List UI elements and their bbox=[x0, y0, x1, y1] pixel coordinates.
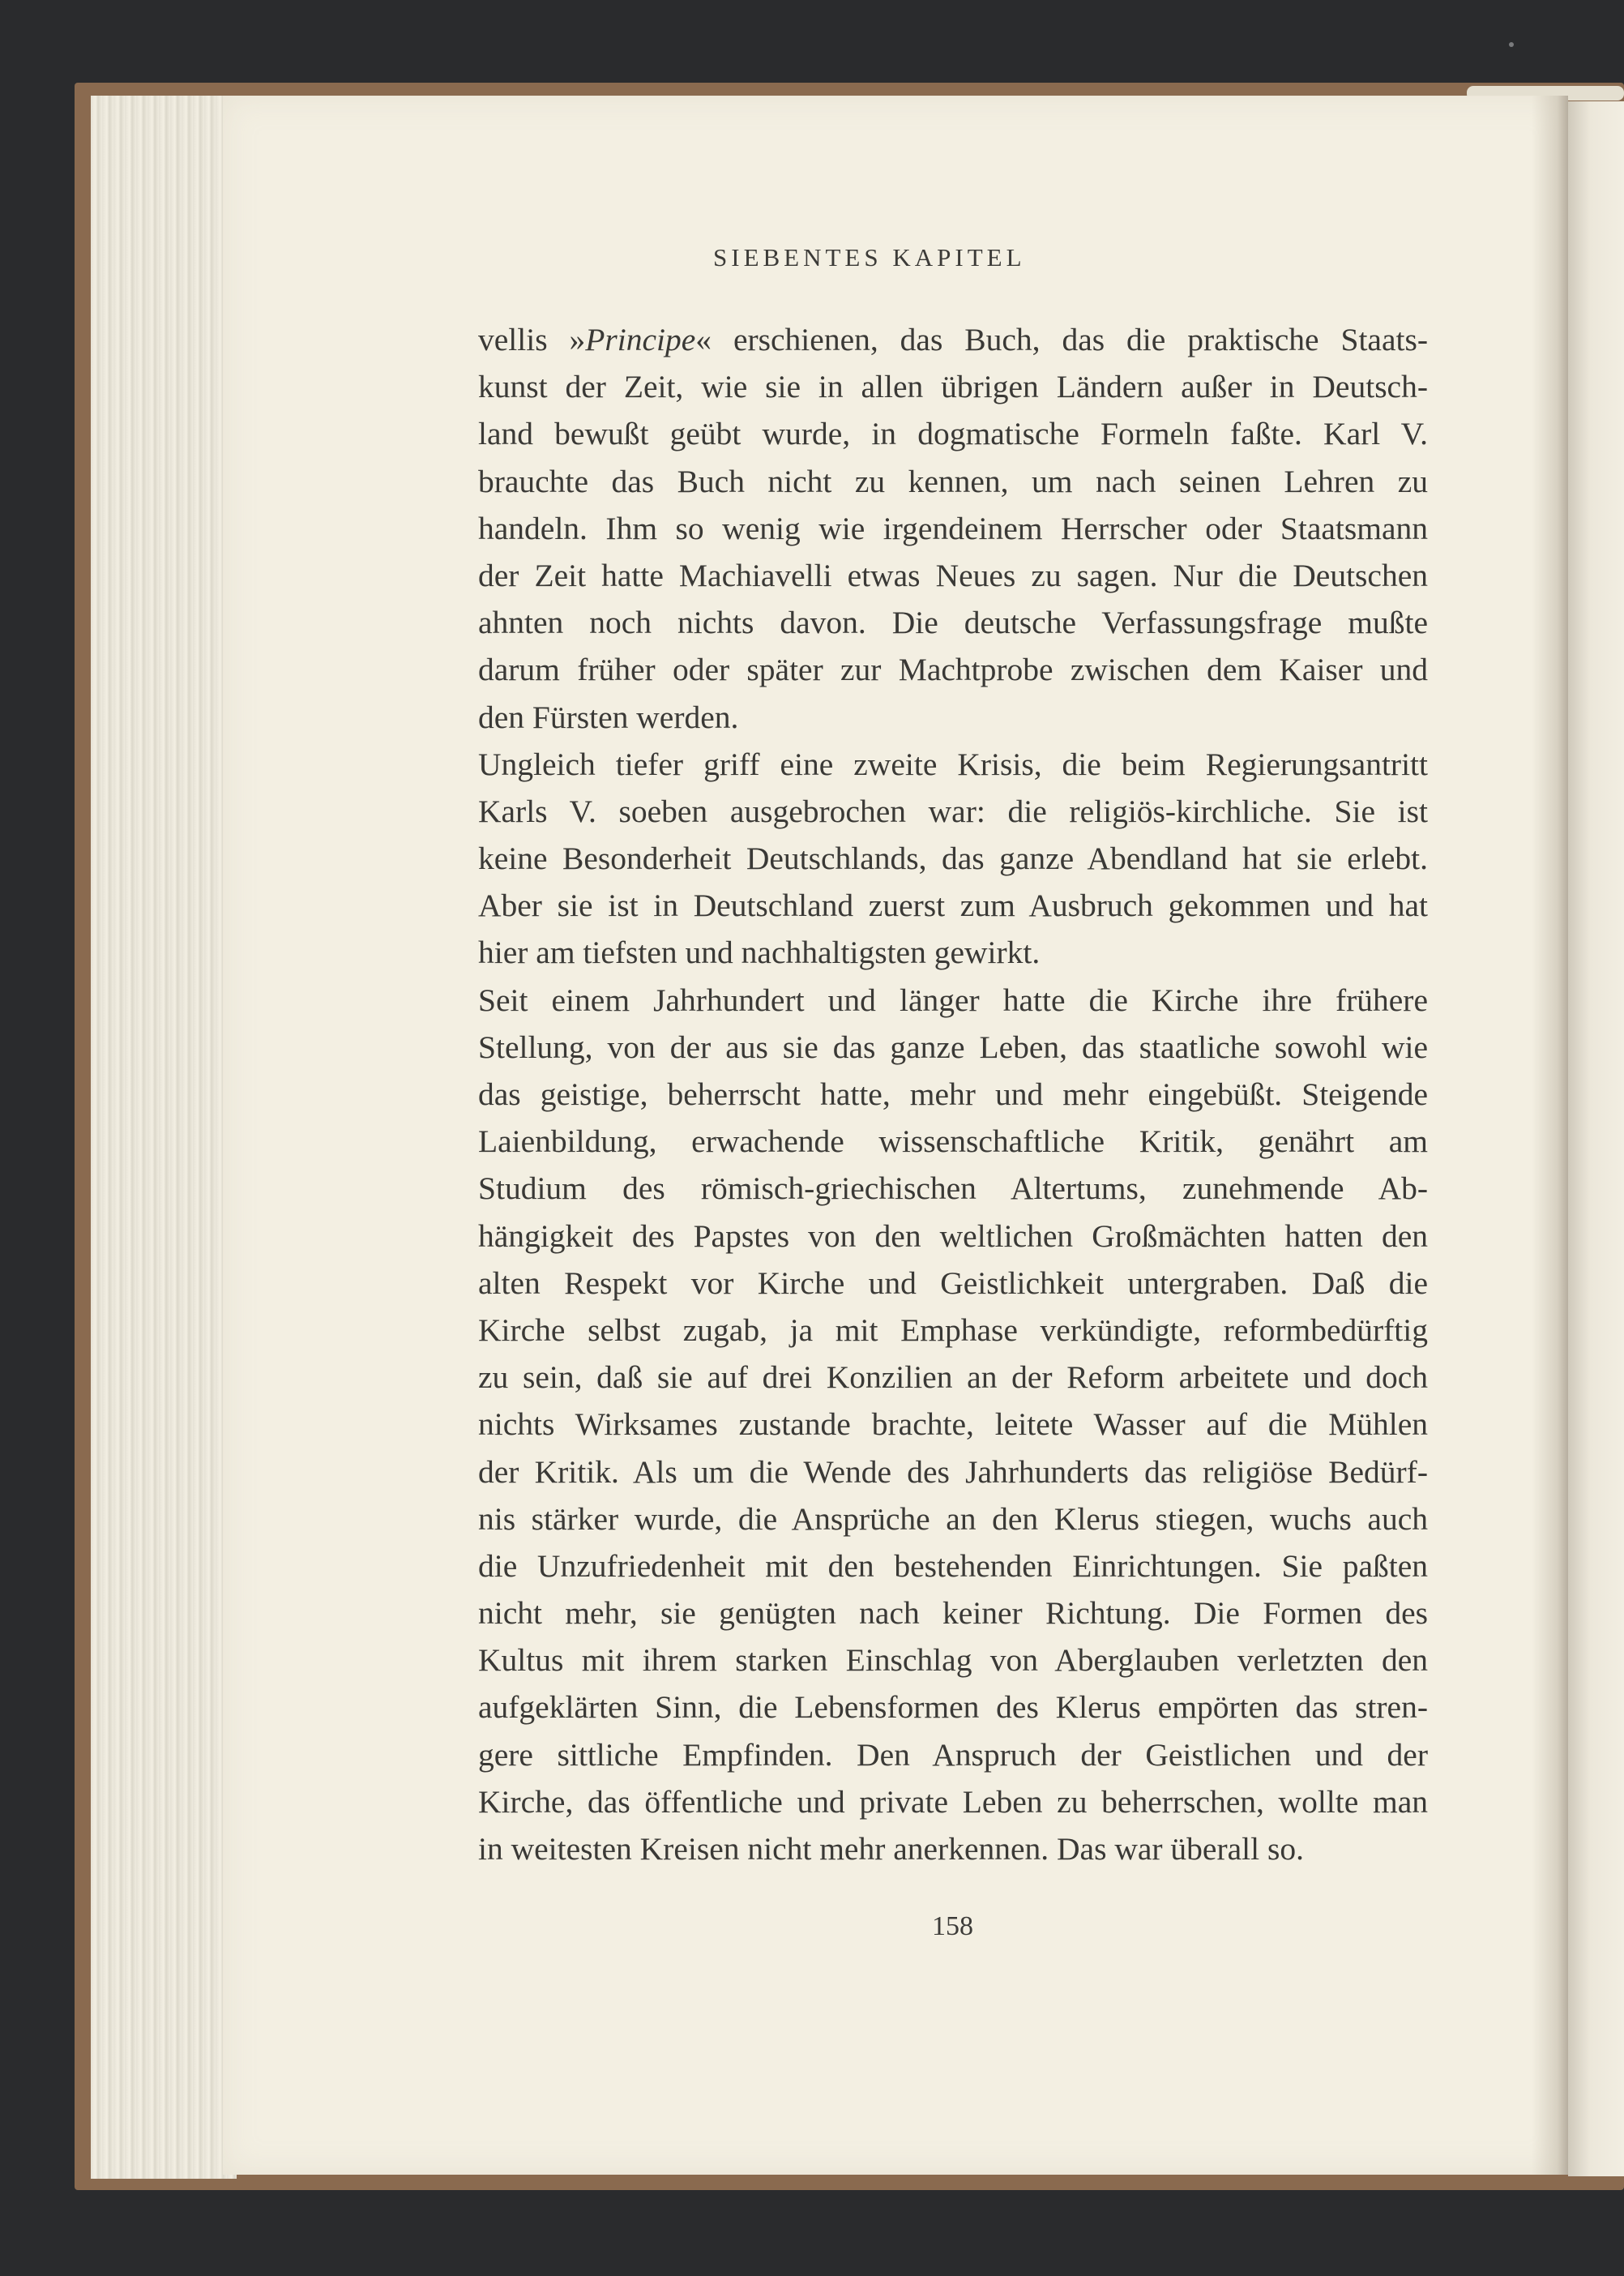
text-line: Stellung, von der aus sie das ganze Leben, das staatliche sowohl wie bbox=[478, 1029, 1428, 1065]
facing-page-edge bbox=[1568, 101, 1624, 2176]
text-line: der Kritik. Als um die Wende des Jahrhunderts das religiöse Bedürf- bbox=[478, 1453, 1428, 1490]
page-edges bbox=[91, 96, 237, 2179]
text-line: Studium des römisch-griechischen Altertums, zunehmende Ab- bbox=[478, 1170, 1428, 1207]
running-head: SIEBENTES KAPITEL bbox=[713, 243, 1026, 272]
gutter-shadow bbox=[1532, 96, 1568, 2175]
text-line: keine Besonderheit Deutschlands, das ganze Abendland hat sie erlebt. bbox=[478, 841, 1428, 877]
text-line: hängigkeit des Papstes von den weltlichen Großmächten hatten den bbox=[478, 1217, 1428, 1254]
book-title-italic: Principe bbox=[585, 322, 696, 357]
text-line: das geistige, beherrscht hatte, mehr und mehr eingebüßt. Steigende bbox=[478, 1076, 1428, 1112]
text-line: Ungleich tiefer griff eine zweite Krisis, die beim Regierungsantritt bbox=[478, 746, 1428, 782]
text-line: kunst der Zeit, wie sie in allen übrigen Ländern außer in Deutsch- bbox=[478, 369, 1428, 405]
text-line: alten Respekt vor Kirche und Geistlichkeit untergraben. Daß die bbox=[478, 1264, 1428, 1301]
text-line: Karls V. soeben ausgebrochen war: die religiös-kirchliche. Sie ist bbox=[478, 793, 1428, 829]
text-line: Kirche, das öffentliche und private Leben zu beherrschen, wollte man bbox=[478, 1783, 1428, 1820]
text-line: darum früher oder später zur Machtprobe zwischen dem Kaiser und bbox=[478, 652, 1428, 688]
text-line: die Unzufriedenheit mit den bestehenden Einrichtungen. Sie paßten bbox=[478, 1547, 1428, 1584]
text-line: land bewußt geübt wurde, in dogmatische Formeln faßte. Karl V. bbox=[478, 416, 1428, 452]
text-line: nicht mehr, sie genügten nach keiner Richtung. Die Formen des bbox=[478, 1595, 1428, 1632]
text-line: gere sittliche Empfinden. Den Anspruch der Geistlichen und der bbox=[478, 1736, 1428, 1773]
text-line: aufgeklärten Sinn, die Lebensformen des Klerus empörten das stren- bbox=[478, 1689, 1428, 1726]
text-line: Laienbildung, erwachende wissenschaftliche Kritik, genährt am bbox=[478, 1123, 1428, 1160]
text-line: der Zeit hatte Machiavelli etwas Neues zu sagen. Nur die Deutschen bbox=[478, 557, 1428, 593]
text-line: Kirche selbst zugab, ja mit Emphase verkündigte, reformbedürftig bbox=[478, 1311, 1428, 1348]
text-line: Aber sie ist in Deutschland zuerst zum Ausbruch gekommen und hat bbox=[478, 888, 1428, 924]
text-line: nichts Wirksames zustande brachte, leitete Wasser auf die Mühlen bbox=[478, 1406, 1428, 1443]
text-line: nis stärker wurde, die Ansprüche an den Klerus stiegen, wuchs auch bbox=[478, 1500, 1428, 1537]
text-line: hier am tiefsten und nachhaltigsten gewirkt. bbox=[478, 935, 1041, 971]
text-line: den Fürsten werden. bbox=[478, 699, 739, 735]
text-line: zu sein, daß sie auf drei Konzilien an der Reform arbeitete und doch bbox=[478, 1359, 1428, 1396]
text-line: Kultus mit ihrem starken Einschlag von Aberglauben verletzten den bbox=[478, 1642, 1428, 1679]
page-number: 158 bbox=[932, 1911, 973, 1941]
text-line: handeln. Ihm so wenig wie irgendeinem Herrscher oder Staatsmann bbox=[478, 510, 1428, 546]
text-line: brauchte das Buch nicht zu kennen, um nach seinen Lehren zu bbox=[478, 463, 1428, 499]
text-line: Seit einem Jahrhundert und länger hatte die Kirche ihre frühere bbox=[478, 982, 1428, 1018]
text-line: in weitesten Kreisen nicht mehr anerkennen. Das war überall so. bbox=[478, 1831, 1304, 1867]
dust-speck bbox=[1509, 42, 1514, 47]
body-text bbox=[478, 316, 1428, 1872]
text-line: ahnten noch nichts davon. Die deutsche Verfassungsfrage mußte bbox=[478, 605, 1428, 641]
text-line: vellis »Principe« erschienen, das Buch, das die praktische Staats- bbox=[478, 322, 1428, 357]
